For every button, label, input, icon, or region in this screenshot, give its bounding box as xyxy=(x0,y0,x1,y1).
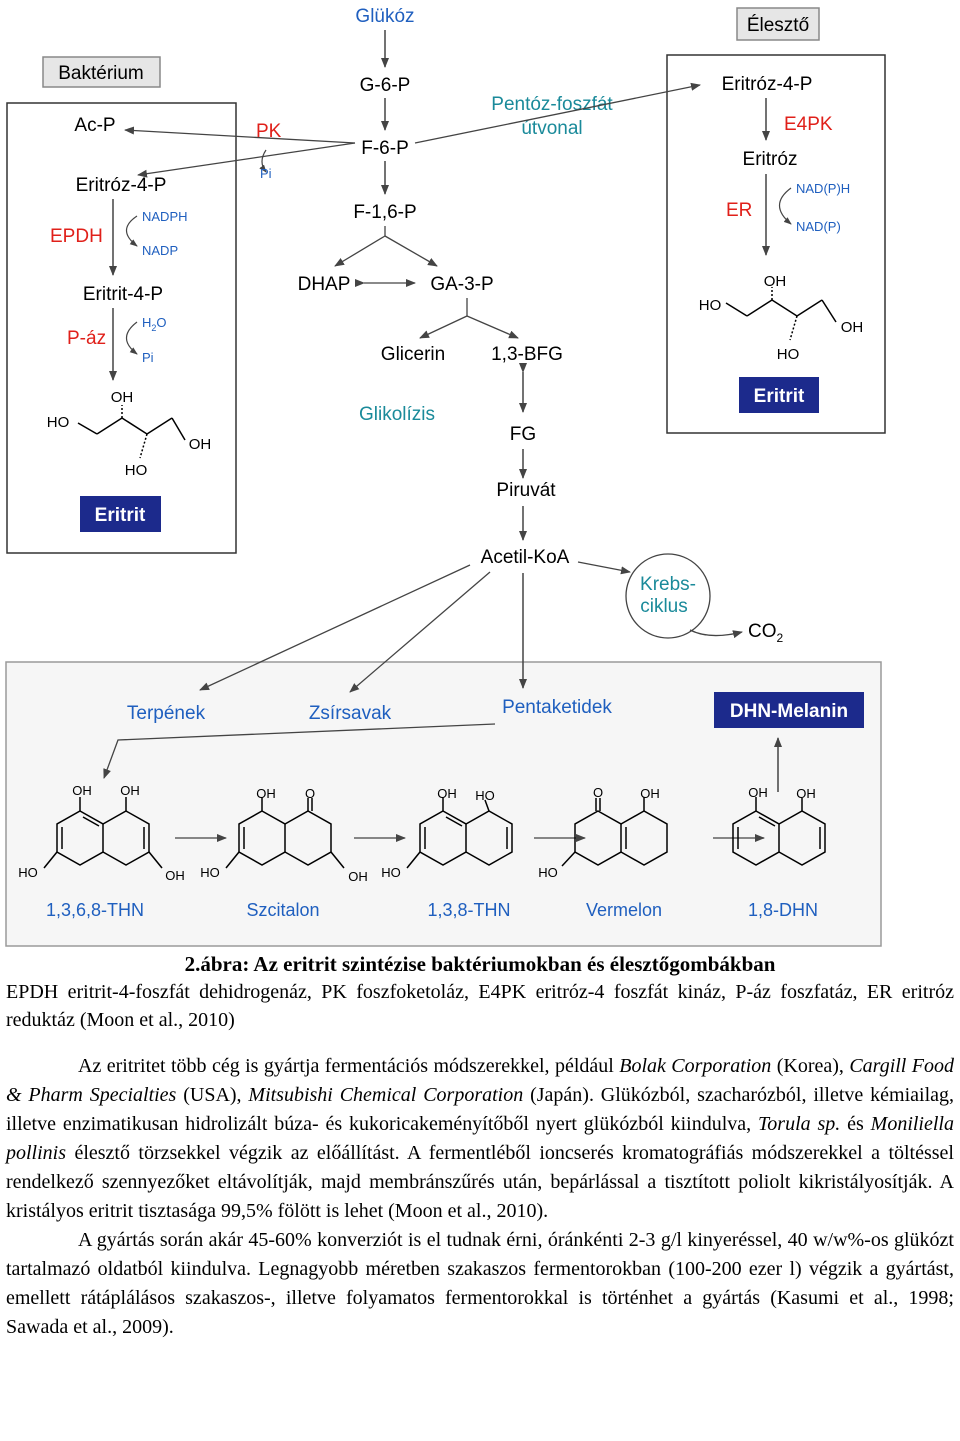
bact-ho-left: HO xyxy=(46,414,70,431)
bact-e4p-label: Eritróz-4-P xyxy=(75,175,167,196)
pk-label: PK xyxy=(256,121,282,142)
figure-legend: EPDH eritrit-4-foszfát dehidrogenáz, PK foszfoketoláz, E4PK eritróz-4 foszfát kináz, P-áz foszfatáz, ER eritróz reduktáz (Moon et al., 2010) xyxy=(6,981,954,1031)
m4-label-2: OH xyxy=(640,786,660,801)
f16p-label: F-1,6-P xyxy=(353,202,417,223)
fatty-acids-label: Zsírsavak xyxy=(308,703,392,724)
bact-nadph: NADPH xyxy=(142,209,188,224)
yeast-nadph: NAD(P)H xyxy=(796,181,851,196)
krebs-line2: ciklus xyxy=(640,596,688,617)
e4pk-label: E4PK xyxy=(784,114,833,135)
m1-label-3: HO xyxy=(18,865,38,880)
m5-label-2: OH xyxy=(796,786,816,801)
m4-label-1: O xyxy=(592,785,604,800)
m2-label-1: OH xyxy=(256,786,276,801)
h2o-label: $H_2O$ xyxy=(142,315,167,333)
arrow-to-e4p-bact xyxy=(138,143,355,175)
m3-label-3: HO xyxy=(381,865,401,880)
glycolysis-label: Glikolízis xyxy=(358,404,436,425)
m2-label-2: O xyxy=(304,786,316,801)
f6p-label: F-6-P xyxy=(361,138,409,159)
caption-area xyxy=(0,950,960,1342)
m5-name: 1,8-DHN xyxy=(747,900,819,920)
yeast-oh-top: OH xyxy=(763,273,787,290)
pentaketides-label: Pentaketidek xyxy=(502,697,612,718)
yeast-nadph-curve xyxy=(780,188,792,224)
paragraph-1: Az eritritet több cég is gyártja fermentációs módszerekkel, például Bolak Corporation (Korea), Cargill Food & Pharm Specialties (USA), Mitsubishi Chemical Corporation (Japán). Glükózból, szacharózból, illetve kémiailag, illetve enzimatikusan hidrolizált búza- és kukoricakeményítőből nyert glükózból kiindulva, Torula sp. és Moniliella pollinis élesztő törzsekkel végzik az előállítást. A fermentléből ioncserés kromatográfiás módszerekkel a töltéssel rendelkező szennyezőket eltávolítják, majd membránszűrés után, bepárlással a tisztított poliolt kikristályosítják. A kristályos eritrit tisztasága 99,5% fölött is lehet (Moon et al., 2010). xyxy=(6,1055,955,1222)
bact-erythritol-structure xyxy=(78,405,185,458)
yeast-box xyxy=(667,55,885,433)
ppp-line2: útvonal xyxy=(521,118,583,139)
dhn-melanin-label: DHN-Melanin xyxy=(729,701,849,722)
m4-label-3: HO xyxy=(538,865,558,880)
erythrose-label: Eritróz xyxy=(742,149,798,170)
m2-label-4: OH xyxy=(348,869,368,884)
yeast-ho-left: HO xyxy=(698,297,722,314)
m2-name: Szcitalon xyxy=(246,900,320,920)
yeast-e4p-label: Eritróz-4-P xyxy=(721,74,813,95)
m3-label-2: HO xyxy=(475,788,495,803)
bact-ho-bottom: HO xyxy=(124,462,148,479)
m1-label-1: OH xyxy=(72,783,92,798)
er-label: ER xyxy=(726,200,753,221)
yeast-label: Élesztő xyxy=(746,15,810,36)
figure-title: 2.ábra: Az eritrit szintézise baktériumokban és élesztőgombákban xyxy=(184,952,776,976)
pyruvate-label: Piruvát xyxy=(496,480,556,501)
nadph-curve xyxy=(127,216,138,246)
er4p-label: Eritrit-4-P xyxy=(82,284,164,305)
yeast-ho-bottom: HO xyxy=(776,346,800,363)
bacterium-box xyxy=(7,103,236,553)
yeast-erythritol-structure xyxy=(726,287,836,340)
bact-oh-top: OH xyxy=(110,389,134,406)
m5-label-1: OH xyxy=(748,785,768,800)
arrow-krebs-co2 xyxy=(690,630,742,636)
bacterium-label: Baktérium xyxy=(58,63,144,84)
terpenes-label: Terpének xyxy=(126,703,206,724)
bact-nadp: NADP xyxy=(142,243,179,258)
bpg-label: 1,3-BFG xyxy=(491,344,563,365)
m1-name: 1,3,6,8-THN xyxy=(45,900,145,920)
ppp-line1: Pentóz-foszfát xyxy=(491,94,613,115)
yeast-nadp: NAD(P) xyxy=(796,219,841,234)
glucose-label: Glükóz xyxy=(355,6,415,27)
m4-name: Vermelon xyxy=(585,900,663,920)
split-left xyxy=(335,236,385,266)
bact-oh-right: OH xyxy=(188,436,212,453)
arrow-acetyl-krebs xyxy=(578,562,630,572)
yeast-eritrit-label: Eritrit xyxy=(753,386,805,407)
h2o-curve xyxy=(127,322,138,354)
co2-label: $CO_2$ xyxy=(748,621,784,645)
ga3p-right xyxy=(467,316,518,338)
bact-pi: Pi xyxy=(142,350,154,365)
glycerol-label: Glicerin xyxy=(380,344,446,365)
epdh-label: EPDH xyxy=(50,226,103,247)
fg-label: FG xyxy=(509,424,537,445)
dhap-label: DHAP xyxy=(297,274,351,295)
ga3p-left xyxy=(420,316,467,338)
bact-eritrit-label: Eritrit xyxy=(94,505,146,526)
g6p-label: G-6-P xyxy=(359,75,411,96)
m1-label-2: OH xyxy=(120,783,140,798)
m1-label-4: OH xyxy=(165,868,185,883)
m3-label-1: OH xyxy=(437,786,457,801)
arrow-to-acp xyxy=(125,130,355,143)
m3-name: 1,3,8-THN xyxy=(427,900,511,920)
m2-label-3: HO xyxy=(200,865,220,880)
pk-pi-label: Pi xyxy=(260,166,272,181)
paragraph-2: A gyártás során akár 45-60% konverziót is el tudnak érni, óránkénti 2-3 g/l kinyeréssel, 40 w/w%-os glükózt tartalmazó oldatból kiindulva. Legnagyobb méretben szakaszos fermentorokban (100-200 ezer l) végzik a gyártást, emellett rátáplálásos szakaszos-, illetve folyamatos fermentorokkal is történhet a gyártás (Kasumi et al., 1998; Sawada et al., 2009). xyxy=(6,1229,954,1338)
acp-label: Ac-P xyxy=(74,115,116,136)
split-right xyxy=(385,236,437,266)
krebs-line1: Krebs- xyxy=(640,574,696,595)
paz-label: P-áz xyxy=(67,328,107,349)
yeast-oh-right: OH xyxy=(840,319,864,336)
acetyl-label: Acetil-KoA xyxy=(480,547,570,568)
ga3p-label: GA-3-P xyxy=(430,274,494,295)
